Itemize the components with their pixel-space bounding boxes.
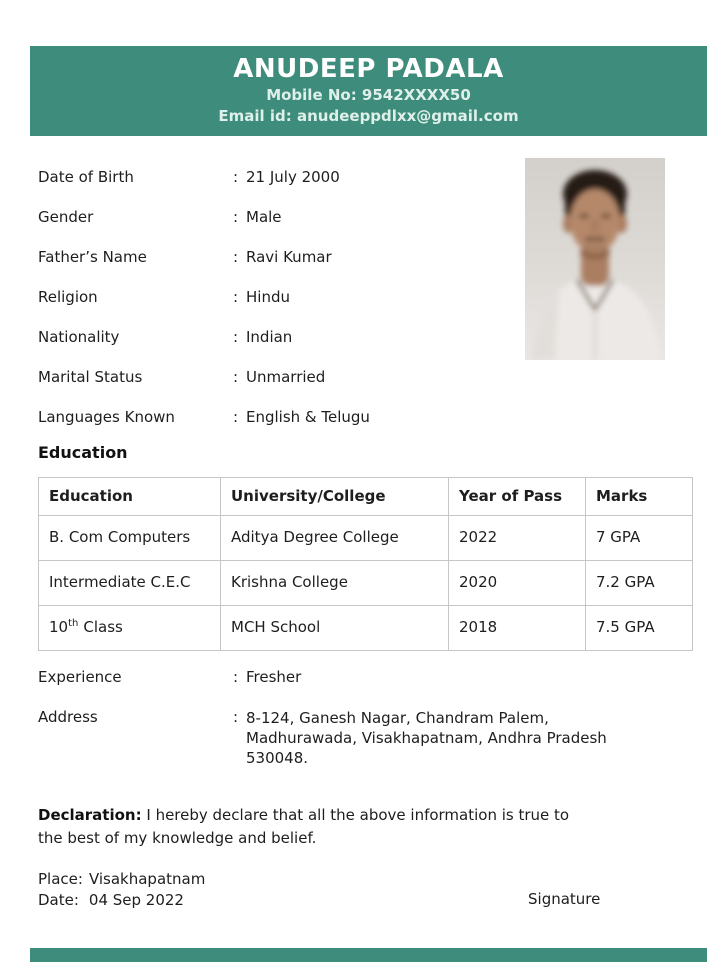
cell-marks: 7.5 GPA bbox=[586, 606, 693, 651]
cell-year: 2022 bbox=[449, 516, 586, 561]
detail-value: 21 July 2000 bbox=[246, 168, 340, 186]
candidate-name: ANUDEEP PADALA bbox=[233, 54, 504, 84]
detail-value: Male bbox=[246, 208, 282, 226]
cell-education-number: 10 bbox=[49, 618, 69, 636]
cell-university: Krishna College bbox=[221, 561, 449, 606]
colon-separator: : bbox=[233, 248, 239, 266]
detail-value: Ravi Kumar bbox=[246, 248, 332, 266]
detail-value: Fresher bbox=[246, 668, 302, 686]
detail-value: Unmarried bbox=[246, 368, 326, 386]
colon-separator: : bbox=[233, 168, 239, 186]
detail-label: Languages Known bbox=[38, 408, 175, 426]
detail-value: English & Telugu bbox=[246, 408, 370, 426]
column-header-university: University/College bbox=[221, 478, 449, 516]
detail-row-marital-status bbox=[38, 368, 508, 386]
column-header-marks: Marks bbox=[586, 478, 693, 516]
education-table bbox=[38, 477, 693, 651]
header-band bbox=[30, 46, 707, 136]
colon-separator: : bbox=[233, 208, 239, 226]
place-date-block bbox=[38, 869, 205, 911]
detail-label: Father’s Name bbox=[38, 248, 147, 266]
cell-marks: 7.2 GPA bbox=[586, 561, 693, 606]
detail-value: Indian bbox=[246, 328, 293, 346]
signature-label: Signature bbox=[528, 890, 601, 908]
detail-label: Gender bbox=[38, 208, 94, 226]
detail-label: Address bbox=[38, 708, 98, 726]
cell-education-rest: Class bbox=[83, 618, 123, 636]
education-table-header-row bbox=[39, 478, 693, 516]
detail-label: Nationality bbox=[38, 328, 120, 346]
detail-row-nationality bbox=[38, 328, 508, 346]
colon-separator: : bbox=[233, 368, 239, 386]
mobile-number: Mobile No: 9542XXXX50 bbox=[266, 86, 471, 104]
detail-row-experience bbox=[38, 668, 678, 686]
declaration-paragraph bbox=[38, 804, 678, 850]
personal-details bbox=[38, 168, 508, 448]
place-value: Visakhapatnam bbox=[88, 870, 206, 888]
table-row bbox=[39, 606, 693, 651]
experience-address-section bbox=[38, 668, 678, 790]
detail-label: Experience bbox=[38, 668, 122, 686]
place-row bbox=[38, 869, 205, 890]
table-row bbox=[39, 516, 693, 561]
colon-separator: : bbox=[233, 288, 239, 306]
declaration-line1: I hereby declare that all the above information is true to bbox=[146, 806, 570, 824]
cell-year: 2020 bbox=[449, 561, 586, 606]
declaration-line2: the best of my knowledge and belief. bbox=[38, 829, 317, 847]
email-address: Email id: anudeeppdlxx@gmail.com bbox=[218, 107, 519, 125]
detail-label: Religion bbox=[38, 288, 98, 306]
detail-row-languages bbox=[38, 408, 508, 426]
date-row bbox=[38, 890, 205, 911]
column-header-education: Education bbox=[39, 478, 221, 516]
profile-photo-graphic bbox=[525, 158, 665, 360]
address-line: 8-124, Ganesh Nagar, Chandram Palem, bbox=[246, 709, 549, 727]
detail-row-address bbox=[38, 708, 678, 768]
footer-accent-band bbox=[30, 948, 707, 962]
address-value bbox=[246, 708, 607, 768]
cell-marks: 7 GPA bbox=[586, 516, 693, 561]
place-label: Place: bbox=[38, 870, 83, 888]
colon-separator: : bbox=[233, 408, 239, 426]
cell-education: B. Com Computers bbox=[39, 516, 221, 561]
profile-photo bbox=[525, 158, 665, 360]
declaration-label: Declaration: bbox=[38, 806, 142, 824]
detail-value: Hindu bbox=[246, 288, 290, 306]
cell-university: MCH School bbox=[221, 606, 449, 651]
detail-row-father-name bbox=[38, 248, 508, 266]
colon-separator: : bbox=[233, 328, 239, 346]
detail-label: Marital Status bbox=[38, 368, 143, 386]
address-line: 530048. bbox=[246, 749, 309, 767]
detail-label: Date of Birth bbox=[38, 168, 134, 186]
detail-row-religion bbox=[38, 288, 508, 306]
column-header-year: Year of Pass bbox=[449, 478, 586, 516]
cell-university: Aditya Degree College bbox=[221, 516, 449, 561]
date-value: 04 Sep 2022 bbox=[88, 891, 184, 909]
detail-row-gender bbox=[38, 208, 508, 226]
address-line: Madhurawada, Visakhapatnam, Andhra Pradesh bbox=[246, 729, 607, 747]
education-heading: Education bbox=[38, 443, 128, 462]
cell-education bbox=[39, 606, 221, 651]
table-row bbox=[39, 561, 693, 606]
cell-year: 2018 bbox=[449, 606, 586, 651]
date-label: Date: bbox=[38, 891, 79, 909]
ordinal-suffix: th bbox=[68, 618, 79, 629]
colon-separator: : bbox=[233, 708, 239, 726]
cell-education: Intermediate C.E.C bbox=[39, 561, 221, 606]
detail-row-dob bbox=[38, 168, 508, 186]
colon-separator: : bbox=[233, 668, 239, 686]
